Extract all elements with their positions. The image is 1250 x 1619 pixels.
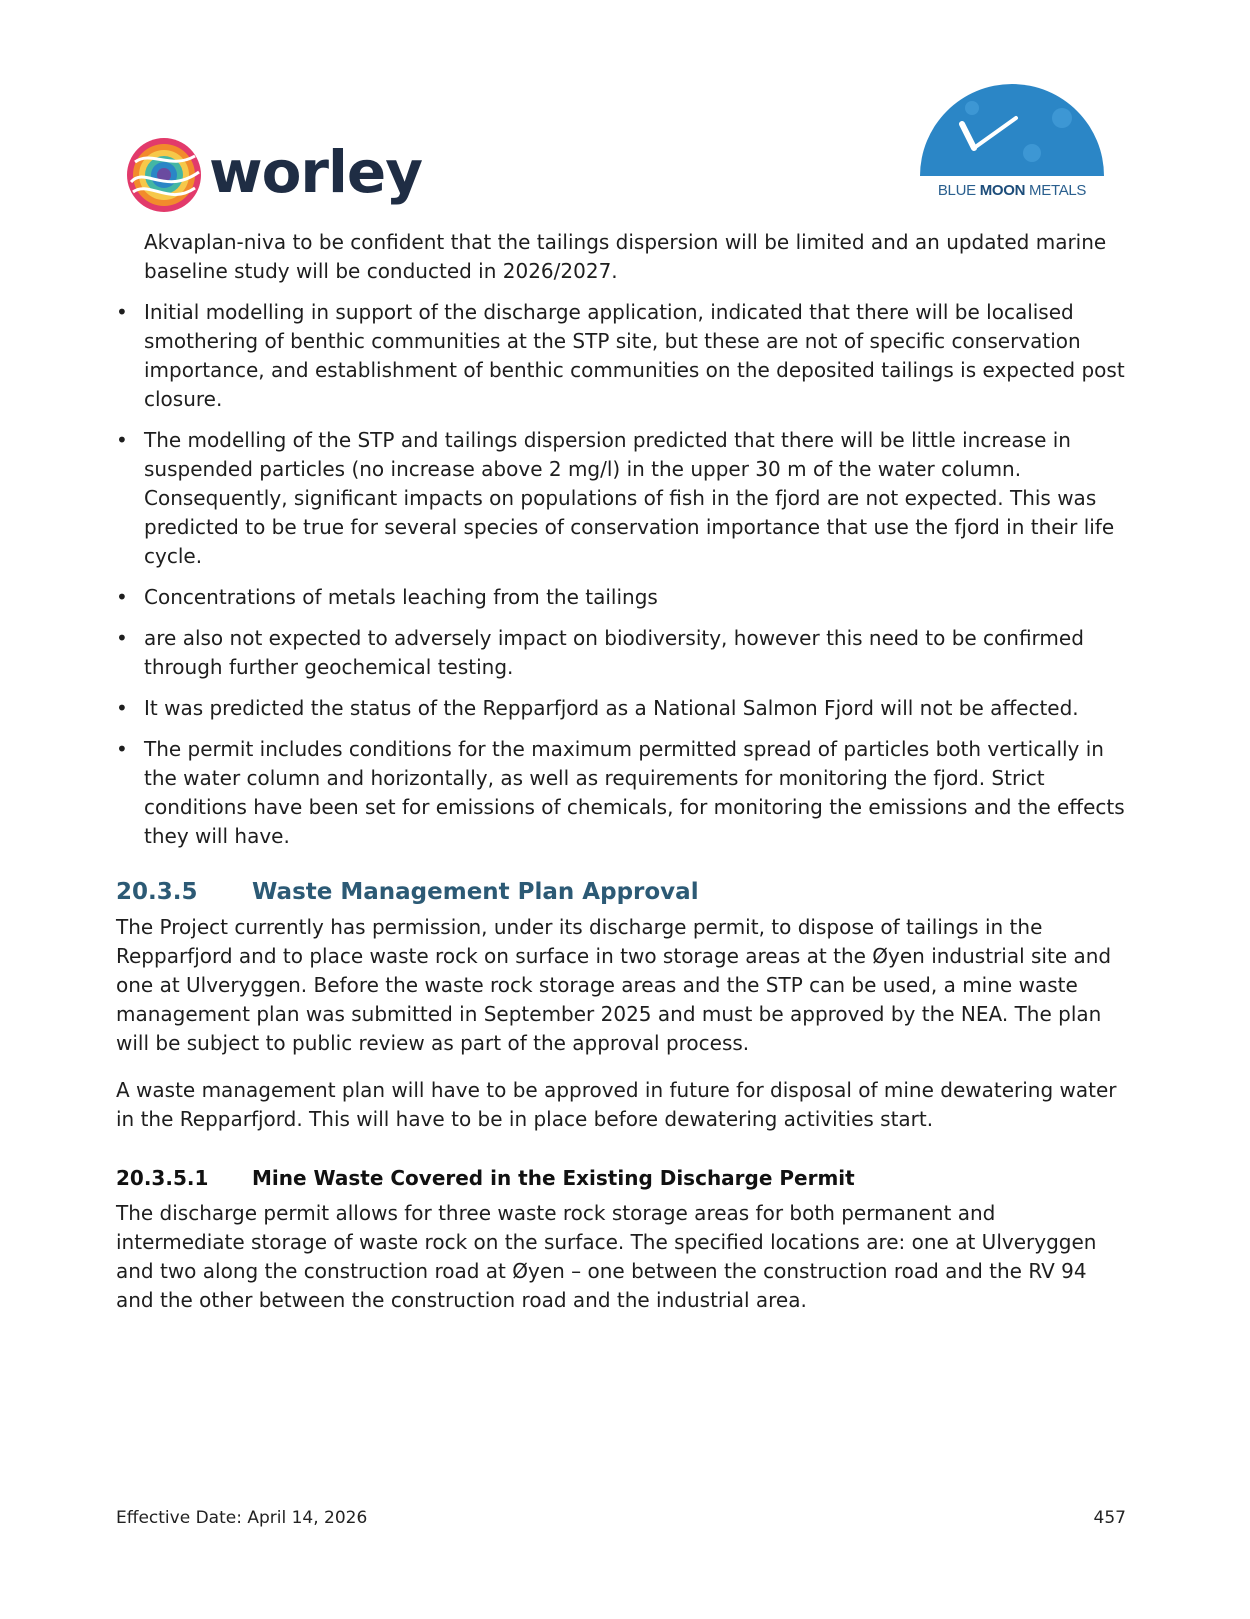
list-item: • are also not expected to adversely impact on biodiversity, however this need to be confirmed through further geochemical testing. [116,626,1084,679]
subsection-title: Mine Waste Covered in the Existing Discharge Permit [252,1166,855,1190]
blue-moon-metals-logo [912,78,1112,203]
list-item: • It was predicted the status of the Repparfjord as a National Salmon Fjord will not be affected. [116,694,1126,723]
blue-moon-metals-wordmark: BLUE MOON METALS [937,182,1087,199]
subsection-heading [116,1164,1126,1193]
section-number: 20.3.5 [116,879,198,905]
list-item: • Initial modelling in support of the discharge application, indicated that there will be localised smothering of benthic communities at the STP site, but these are not of specific conservation importance, and establishment of benthic communities on the deposited tailings is expected post closure. [116,300,1125,411]
list-item: • The permit includes conditions for the maximum permitted spread of particles both vertically in the water column and horizontally, as well as requirements for monitoring the fjord. Strict conditions have been set for emissions of chemicals, for monitoring the emissions and the effects they will have. [116,737,1125,848]
page-number: 457 [1093,1508,1126,1528]
bullet-icon: • [116,428,128,452]
section-title: Waste Management Plan Approval [252,879,699,905]
list-item: • The modelling of the STP and tailings dispersion predicted that there will be little increase in suspended particles (no increase above 2 mg/l) in the upper 30 m of the water column. Consequently, significant impacts on populations of fish in the fjord are not expected. This was predicted to be true for several species of conservation importance that use the fjord in their life cycle. [116,428,1115,568]
bullet-list [116,298,1126,851]
bullet-icon: • [116,300,128,324]
worley-logo [125,136,422,214]
section-heading [116,877,1126,907]
continued-bullet-text: Akvaplan-niva to be confident that the tailings dispersion will be limited and an updated marine baseline study will be conducted in 2026/2027. [144,230,1107,283]
list-item: • Concentrations of metals leaching from the tailings [116,583,1126,612]
subsection-number: 20.3.5.1 [116,1166,209,1190]
section-paragraph: A waste management plan will have to be approved in future for disposal of mine dewatering water in the Repparfjord. This will have to be in place before dewatering activities start. [116,1078,1117,1131]
worley-wordmark: worley [209,138,423,206]
main-content [116,228,1126,1333]
subsection-paragraph: The discharge permit allows for three waste rock storage areas for both permanent and intermediate storage of waste rock on the surface. The specified locations are: one at Ulveryggen and two along the construction road at Øyen – one between the construction road and the RV 94 and the other between the construction road and the industrial area. [116,1201,1097,1312]
worley-swirl-icon [125,136,203,214]
bullet-icon: • [116,696,128,720]
bullet-icon: • [116,737,128,761]
page-footer [116,1508,1126,1528]
effective-date: Effective Date: April 14, 2026 [116,1508,368,1528]
bullet-icon: • [116,626,128,650]
bullet-icon: • [116,585,128,609]
section-paragraph: The Project currently has permission, under its discharge permit, to dispose of tailings in the Repparfjord and to place waste rock on surface in two storage areas at the Øyen industrial site and one at Ulveryggen. Before the waste rock storage areas and the STP can be used, a mine waste management plan was submitted in September 2025 and must be approved by the NEA. The plan will be subject to public review as part of the approval process. [116,915,1112,1055]
moon-clock-icon [912,78,1112,178]
